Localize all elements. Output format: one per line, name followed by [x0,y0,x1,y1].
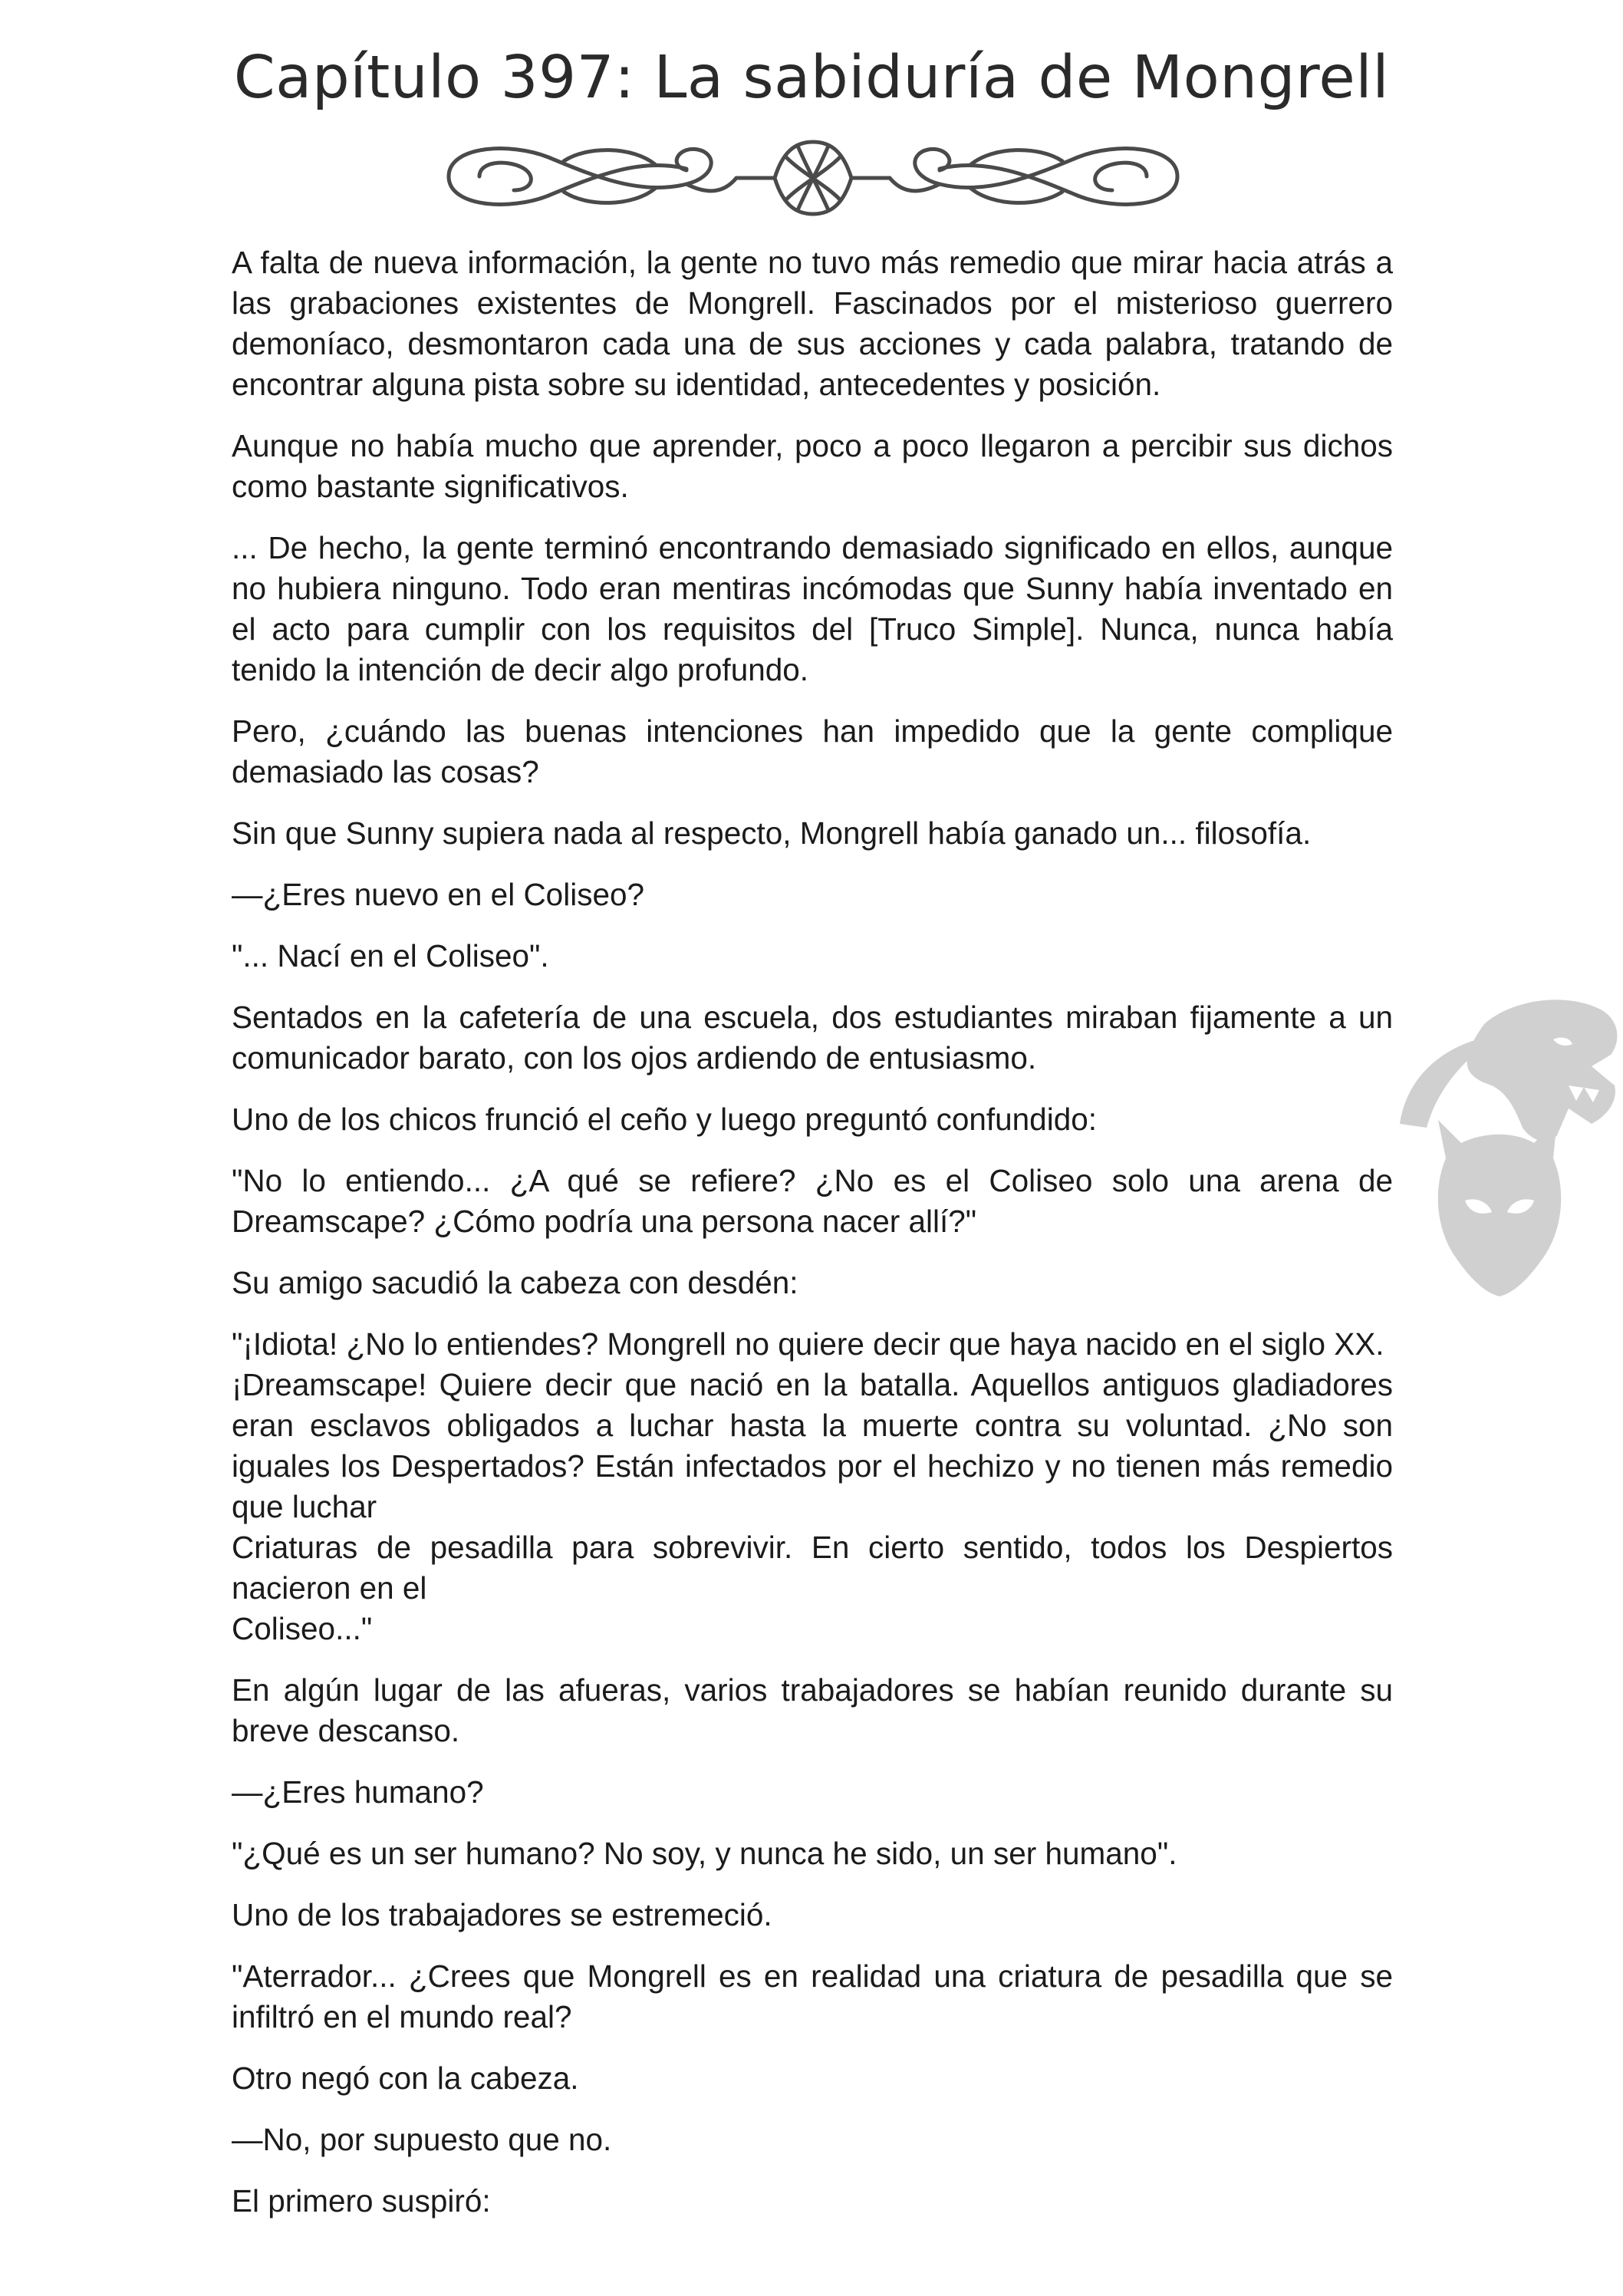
dialogue-line: —¿Eres nuevo en el Coliseo? [232,877,645,912]
paragraph: Otro negó con la cabeza. [232,2060,579,2096]
dialogue-line: —¿Eres humano? [232,1774,484,1810]
paragraph: ... De hecho, la gente terminó encontrando demasiado significado en ellos, aunque no hubiera ninguno. Todo eran mentiras incómodas que Sunny había inventado en el acto para cumplir con los requisitos del [Truco Simple]. Nunca, nunca había tenido la intención de decir algo profundo. [232,530,1393,687]
dinosaur-demon-watermark-icon [1392,993,1622,1300]
dialogue-line: "Aterrador... ¿Crees que Mongrell es en realidad una criatura de pesadilla que se infiltró en el mundo real? [232,1958,1393,2034]
dialogue-line: Coliseo..." [232,1611,373,1646]
paragraph: Uno de los chicos frunció el ceño y luego preguntó confundido: [232,1102,1097,1137]
dialogue-line: "¿Qué es un ser humano? No soy, y nunca he sido, un ser humano". [232,1836,1177,1871]
dialogue-line: —No, por supuesto que no. [232,2122,612,2157]
dialogue-line: "... Nací en el Coliseo". [232,938,549,973]
paragraph: A falta de nueva información, la gente no tuvo más remedio que mirar hacia atrás a las grabaciones existentes de Mongrell. Fascinados por el misterioso guerrero demoníaco, desmontaron cada una de sus acciones y cada palabra, tratando de encontrar alguna pista sobre su identidad, antecedentes y posición. [232,245,1393,402]
dialogue-line: "No lo entiendo... ¿A qué se refiere? ¿No es el Coliseo solo una arena de Dreamscape? ¿Cómo podría una persona nacer allí?" [232,1163,1393,1239]
dialogue-line: "¡Idiota! ¿No lo entiendes? Mongrell no quiere decir que haya nacido en el siglo XX. [232,1326,1384,1362]
page-title: Capítulo 397: La sabiduría de Mongrell [233,44,1390,112]
paragraph: Aunque no había mucho que aprender, poco a poco llegaron a percibir sus dichos como bastante significativos. [232,428,1393,504]
paragraph: El primero suspiró: [232,2183,491,2219]
chapter-body [232,242,1393,2242]
paragraph: En algún lugar de las afueras, varios trabajadores se habían reunido durante su breve descanso. [232,1672,1393,1748]
paragraph: Pero, ¿cuándo las buenas intenciones han impedido que la gente complique demasiado las cosas? [232,713,1393,789]
flourish-ornament-icon [433,123,1193,230]
paragraph: Sentados en la cafetería de una escuela, dos estudiantes miraban fijamente a un comunicador barato, con los ojos ardiendo de entusiasmo. [232,1000,1393,1076]
paragraph: Su amigo sacudió la cabeza con desdén: [232,1265,798,1300]
dialogue-line: ¡Dreamscape! Quiere decir que nació en la batalla. Aquellos antiguos gladiadores eran esclavos obligados a luchar hasta la muerte contra su voluntad. ¿No son iguales los Despertados? Están infectados por el hechizo y no tienen más remedio que luchar [232,1367,1393,1524]
dialogue-line: Criaturas de pesadilla para sobrevivir. En cierto sentido, todos los Despiertos nacieron en el [232,1530,1393,1606]
paragraph: Uno de los trabajadores se estremeció. [232,1897,772,1932]
paragraph: Sin que Sunny supiera nada al respecto, Mongrell había ganado un... filosofía. [232,815,1312,851]
